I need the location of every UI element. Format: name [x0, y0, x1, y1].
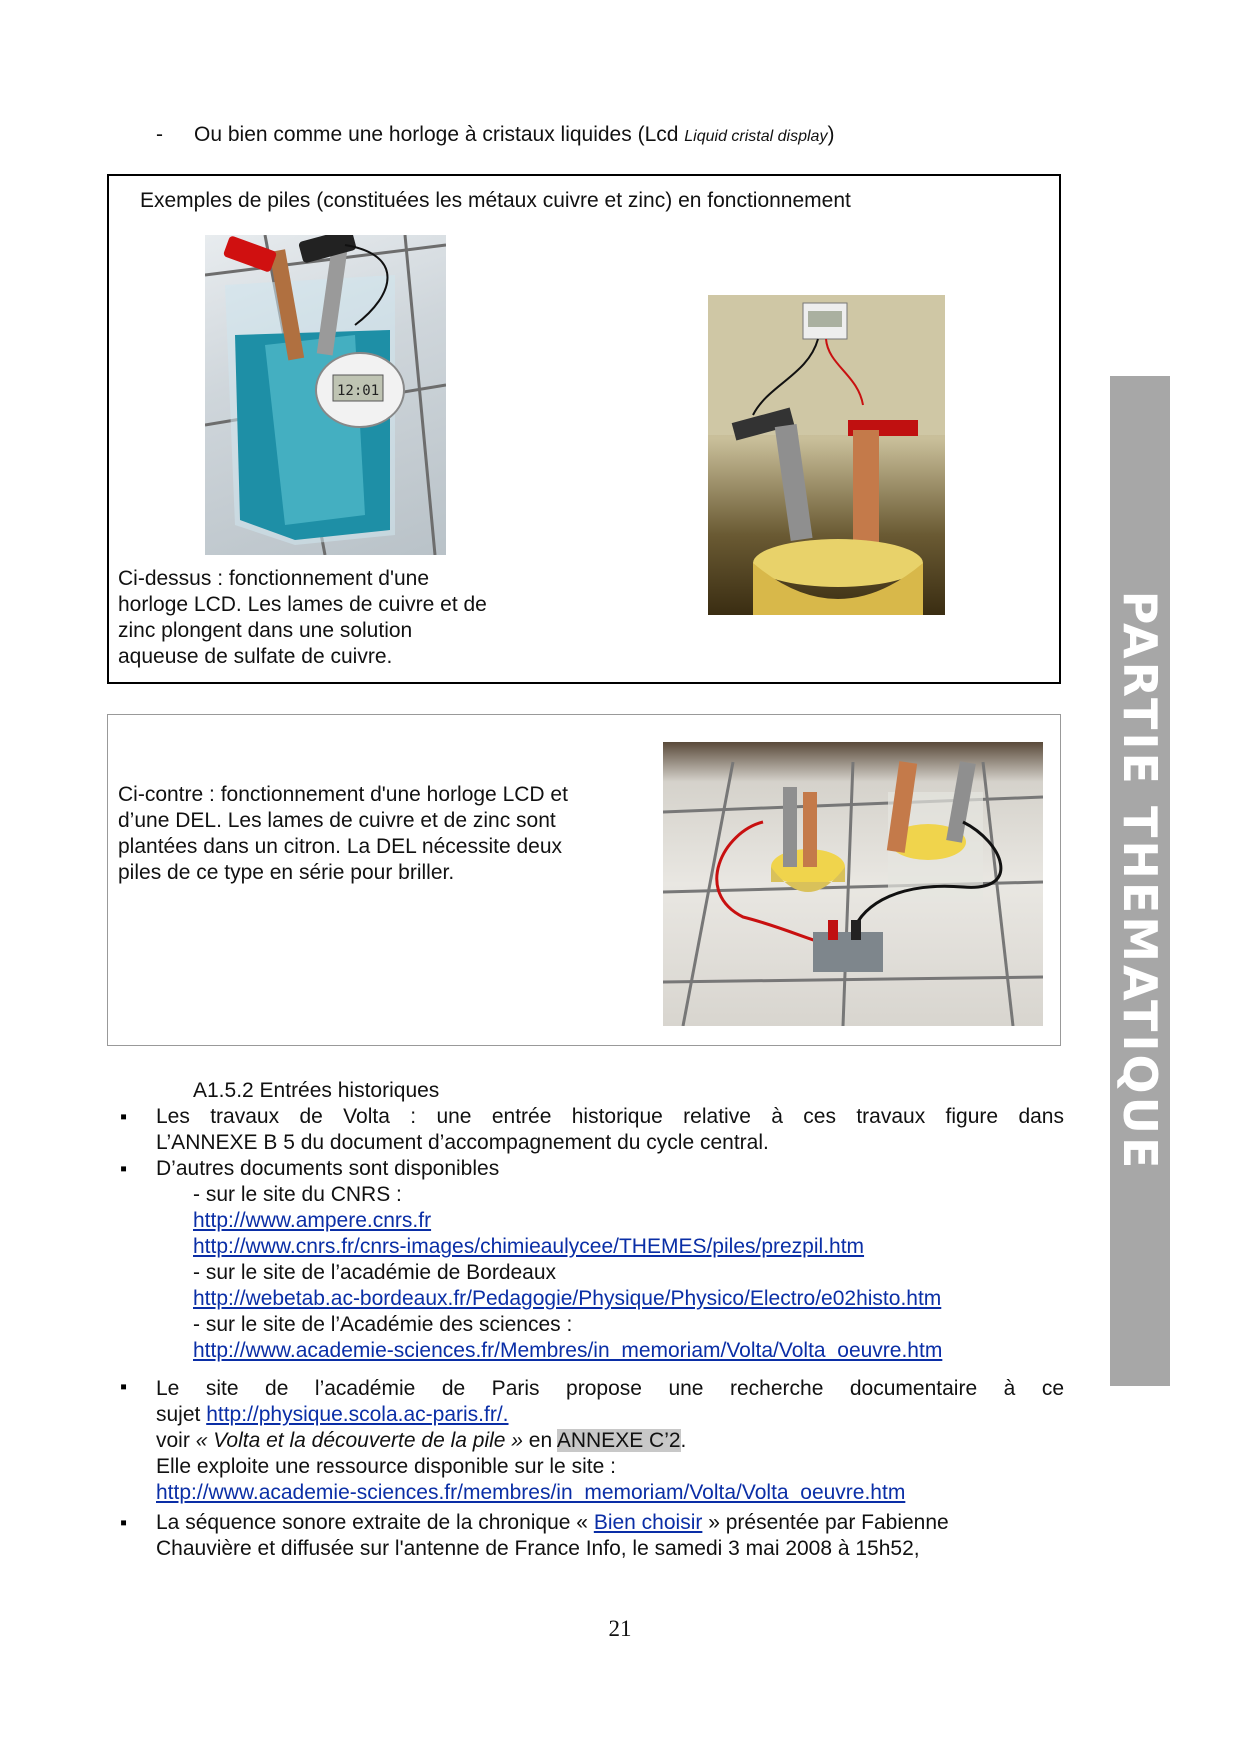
bullet-paris-voir: voir — [156, 1429, 196, 1452]
caption-line: piles de ce type en série pour briller. — [118, 861, 455, 884]
bullet-paris-line4: Elle exploite une ressource disponible sur le site : — [156, 1455, 616, 1478]
bullet-volta-line1: Les travaux de Volta : une entrée historique relative à ces travaux figure dans — [156, 1105, 1064, 1128]
bullet-radio — [156, 1510, 1064, 1562]
caption-line: d’une DEL. Les lames de cuivre et de zinc sont — [118, 809, 556, 832]
bullet-paris-title: « Volta et la découverte de la pile » — [195, 1429, 523, 1452]
caption-line: horloge LCD. Les lames de cuivre et de — [118, 593, 487, 616]
caption-line: aqueuse de sulfate de cuivre. — [118, 645, 393, 668]
cnrs-label: - sur le site du CNRS : — [193, 1183, 402, 1206]
bullet-radio-line2: Chauvière et diffusée sur l'antenne de France Info, le samedi 3 mai 2008 à 15h52, — [156, 1537, 920, 1560]
intro-line — [156, 122, 834, 150]
cnrs-link-ampere[interactable]: http://www.ampere.cnrs.fr — [193, 1209, 432, 1232]
bien-choisir-link[interactable]: Bien choisir — [593, 1511, 703, 1534]
intro-close: ) — [827, 123, 835, 146]
bullet-documents-title: D’autres documents sont disponibles — [156, 1157, 500, 1180]
side-tab-label: PARTIE THEMATIQUE — [1113, 590, 1167, 1172]
bullet-marker — [120, 1108, 134, 1130]
cnrs-link-piles[interactable]: http://www.cnrs.fr/cnrs-images/chimieaulycee/THEMES/piles/prezpil.htm — [193, 1235, 865, 1258]
caption-line: plantées dans un citron. La DEL nécessite deux — [118, 835, 563, 858]
caption-line: Ci-contre : fonctionnement d'une horloge LCD et — [118, 783, 568, 806]
bullet-documents — [156, 1156, 1064, 1182]
caption-line: zinc plongent dans une solution — [118, 619, 413, 642]
bullet-radio-pre: La séquence sonore extraite de la chronique « — [156, 1511, 594, 1534]
bullet-marker — [120, 1378, 134, 1400]
photo-two-cells-art — [663, 742, 1043, 1026]
lemon-box-caption — [118, 782, 614, 886]
bullet-volta-line2: L’ANNEXE B 5 du document d’accompagnement du cycle central. — [156, 1131, 769, 1154]
bullet-paris — [156, 1376, 1064, 1506]
bullet-radio-post: » présentée par Fabienne — [702, 1511, 949, 1534]
photo-two-cells-led — [663, 742, 1043, 1026]
examples-box-title: Exemples de piles (constituées les métaux cuivre et zinc) en fonctionnement — [140, 189, 851, 212]
photo-glass-cell — [205, 235, 446, 555]
bullet-volta — [156, 1104, 1064, 1156]
annexe-ref: ANNEXE C’2 — [556, 1429, 681, 1452]
photo-glass-lcd-digits: 12:01 — [337, 383, 380, 399]
caption-line: Ci-dessus : fonctionnement d'une — [118, 567, 430, 590]
examples-box-caption — [118, 566, 538, 670]
photo-lemon-cell — [708, 295, 945, 615]
dash-marker: - — [156, 123, 163, 146]
photo-lemon-cell-art — [708, 295, 945, 615]
bordeaux-link[interactable]: http://webetab.ac-bordeaux.fr/Pedagogie/Physique/Physico/Electro/e02histo.htm — [193, 1287, 942, 1310]
bullet-paris-en: en — [522, 1429, 557, 1452]
photo-glass-cell-art — [205, 235, 446, 555]
intro-small-text: Liquid cristal display — [684, 128, 828, 145]
academie-label: - sur le site de l’Académie des sciences : — [193, 1313, 573, 1336]
bordeaux-label: - sur le site de l’académie de Bordeaux — [193, 1261, 557, 1284]
bullet-marker — [120, 1514, 134, 1536]
bullet-marker — [120, 1160, 134, 1182]
section-heading: A1.5.2 Entrées historiques — [193, 1079, 440, 1102]
bullet-paris-period: . — [680, 1429, 687, 1452]
academie-link[interactable]: http://www.academie-sciences.fr/Membres/in_memoriam/Volta/Volta_oeuvre.htm — [193, 1339, 943, 1362]
side-tab — [1110, 376, 1170, 1386]
intro-text: Ou bien comme une horloge à cristaux liquides (Lcd — [194, 123, 685, 146]
documents-list — [193, 1182, 1073, 1364]
page-number: 21 — [608, 1616, 632, 1641]
paris-link[interactable]: http://physique.scola.ac-paris.fr/. — [206, 1403, 509, 1426]
bullet-paris-line1: Le site de l’académie de Paris propose une recherche documentaire à ce — [156, 1377, 1064, 1400]
bullet-paris-sujet: sujet — [156, 1403, 207, 1426]
academie-link-2[interactable]: http://www.academie-sciences.fr/membres/in_memoriam/Volta/Volta_oeuvre.htm — [156, 1481, 906, 1504]
